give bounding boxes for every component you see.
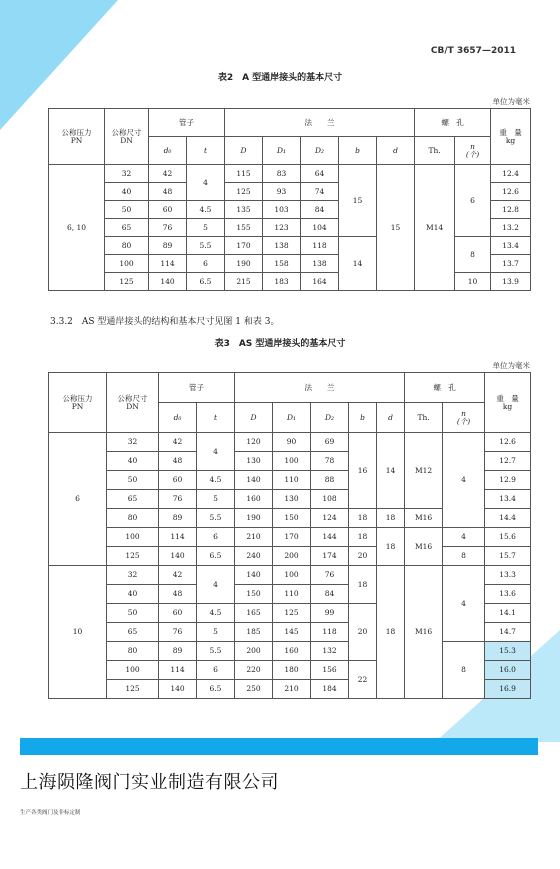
table3-cell-D2: 88 [311, 471, 349, 490]
table2-cell-D2: 138 [301, 255, 339, 273]
table3-cell-weight: 14.1 [485, 604, 531, 623]
table3 [48, 372, 531, 699]
table3-cell-D2: 174 [311, 547, 349, 566]
table3-cell-d0: 140 [159, 680, 197, 699]
table2-cell-t: 5 [187, 219, 225, 237]
table2-cell-pn: 6, 10 [49, 165, 105, 291]
table2-cell-D: 155 [225, 219, 263, 237]
table3-cell-D: 150 [235, 585, 273, 604]
table3-cell-D2: 108 [311, 490, 349, 509]
table3-sub-D2: D₂ [311, 403, 349, 433]
table3-cell-b: 22 [349, 661, 377, 699]
table3-cell-D1: 210 [273, 680, 311, 699]
table3-cell-D1: 170 [273, 528, 311, 547]
table2-cell-weight: 12.8 [491, 201, 531, 219]
table2-cell-n: 10 [455, 273, 491, 291]
table3-cell-d: 18 [377, 509, 405, 528]
table2-cell-dn: 125 [105, 273, 149, 291]
table3-cell-d0: 60 [159, 604, 197, 623]
table3-cell-d0: 89 [159, 509, 197, 528]
table3-cell-th: M16 [405, 566, 443, 699]
table2-cell-D1: 93 [263, 183, 301, 201]
table3-cell-t: 5 [197, 490, 235, 509]
table3-cell-n: 4 [443, 528, 485, 547]
table2-header-pn: 公称压力 PN [49, 109, 105, 165]
table3-cell-D1: 145 [273, 623, 311, 642]
table3-sub-n: n (个) [443, 403, 485, 433]
table3-cell-D: 190 [235, 509, 273, 528]
table3-cell-D1: 125 [273, 604, 311, 623]
table2-cell-D2: 64 [301, 165, 339, 183]
table3-cell-n: 8 [443, 642, 485, 699]
table2-sub-D: D [225, 137, 263, 165]
table2-cell-weight: 13.9 [491, 273, 531, 291]
table2-cell-D2: 84 [301, 201, 339, 219]
table2-cell-D: 135 [225, 201, 263, 219]
table3-cell-D: 160 [235, 490, 273, 509]
table2-cell-d0: 48 [149, 183, 187, 201]
table3-cell-D1: 160 [273, 642, 311, 661]
table2-sub-th: Th. [415, 137, 455, 165]
table3-cell-pn: 10 [49, 566, 107, 699]
table3-cell-D: 120 [235, 433, 273, 452]
table2-cell-D1: 138 [263, 237, 301, 255]
table2-cell-D1: 183 [263, 273, 301, 291]
table3-cell-D2: 76 [311, 566, 349, 585]
table3-cell-D: 240 [235, 547, 273, 566]
table2-cell-D: 170 [225, 237, 263, 255]
table3-cell-d: 18 [377, 566, 405, 699]
table3-cell-n: 8 [443, 547, 485, 566]
table3-cell-weight: 16.9 [485, 680, 531, 699]
table2-cell-b: 14 [339, 237, 377, 291]
table3-cell-t: 6.5 [197, 547, 235, 566]
table3-cell-weight: 14.4 [485, 509, 531, 528]
table2-header-weight: 重 量 kg [491, 109, 531, 165]
table3-cell-n: 4 [443, 566, 485, 642]
document-code: CB/T 3657—2011 [430, 46, 516, 56]
table2-cell-D: 115 [225, 165, 263, 183]
table2-cell-D1: 83 [263, 165, 301, 183]
table3-sub-d: d [377, 403, 405, 433]
table3-cell-dn: 100 [107, 661, 159, 680]
table3-cell-D2: 124 [311, 509, 349, 528]
table3-sub-d0: d₀ [159, 403, 197, 433]
table3-cell-D: 140 [235, 566, 273, 585]
table3-cell-b: 20 [349, 547, 377, 566]
table3-cell-D1: 200 [273, 547, 311, 566]
table2-sub-d0: d₀ [149, 137, 187, 165]
table2-title: 表2 A 型通岸接头的基本尺寸 [217, 73, 343, 83]
table2-cell-t: 4.5 [187, 201, 225, 219]
table2-cell-t: 4 [187, 165, 225, 201]
table2-header-flange: 法 兰 [225, 109, 415, 137]
table2-cell-b: 15 [339, 165, 377, 237]
table3-cell-D1: 180 [273, 661, 311, 680]
table3-cell-D1: 90 [273, 433, 311, 452]
table3-cell-dn: 80 [107, 509, 159, 528]
table3-sub-t: t [197, 403, 235, 433]
table3-cell-dn: 125 [107, 680, 159, 699]
table2-header-pipe: 管子 [149, 109, 225, 137]
table2-cell-D1: 158 [263, 255, 301, 273]
table3-cell-d0: 140 [159, 547, 197, 566]
company-name: 上海陨隆阀门实业制造有限公司 [20, 772, 279, 793]
table3-cell-d0: 48 [159, 452, 197, 471]
table2-cell-d0: 114 [149, 255, 187, 273]
table3-cell-weight: 15.7 [485, 547, 531, 566]
table3-cell-D2: 99 [311, 604, 349, 623]
table2-cell-t: 6 [187, 255, 225, 273]
table3-cell-b: 16 [349, 433, 377, 509]
table3-cell-weight: 15.3 [485, 642, 531, 661]
table2-cell-weight: 12.4 [491, 165, 531, 183]
table3-unit: 单位为毫米 [492, 361, 530, 370]
table3-cell-t: 5.5 [197, 509, 235, 528]
table3-cell-D: 130 [235, 452, 273, 471]
table3-cell-d0: 42 [159, 566, 197, 585]
table3-cell-dn: 65 [107, 490, 159, 509]
table3-cell-b: 20 [349, 604, 377, 661]
table3-cell-t: 4 [197, 566, 235, 604]
table2-cell-th: M14 [415, 165, 455, 291]
table2-header-bolt: 螺 孔 [415, 109, 491, 137]
table3-cell-weight: 12.7 [485, 452, 531, 471]
table3-cell-D1: 110 [273, 585, 311, 604]
table3-cell-t: 5 [197, 623, 235, 642]
table3-header-pn: 公称压力 PN [49, 373, 107, 433]
table2-cell-n: 6 [455, 165, 491, 237]
table3-header-dn: 公称尺寸 DN [107, 373, 159, 433]
table3-cell-dn: 80 [107, 642, 159, 661]
table2-unit: 单位为毫米 [492, 97, 530, 106]
table3-cell-d0: 60 [159, 471, 197, 490]
table3-cell-t: 6 [197, 528, 235, 547]
table2-cell-D2: 164 [301, 273, 339, 291]
table2-sub-D1: D₁ [263, 137, 301, 165]
table3-cell-dn: 100 [107, 528, 159, 547]
table3-cell-weight: 12.6 [485, 433, 531, 452]
table3-cell-D: 200 [235, 642, 273, 661]
table2-cell-d: 15 [377, 165, 415, 291]
table2-cell-d0: 42 [149, 165, 187, 183]
table3-cell-d0: 42 [159, 433, 197, 452]
table3-cell-d: 14 [377, 433, 405, 509]
table2-cell-D2: 118 [301, 237, 339, 255]
table2-cell-t: 6.5 [187, 273, 225, 291]
table2-cell-n: 8 [455, 237, 491, 273]
table3-cell-D2: 184 [311, 680, 349, 699]
table2-cell-D: 190 [225, 255, 263, 273]
table2-cell-d0: 140 [149, 273, 187, 291]
table3-cell-D1: 110 [273, 471, 311, 490]
table3-cell-th: M16 [405, 509, 443, 528]
table3-cell-dn: 50 [107, 604, 159, 623]
table3-cell-b: 18 [349, 566, 377, 604]
table3-cell-th: M16 [405, 528, 443, 566]
table3-cell-D1: 130 [273, 490, 311, 509]
table2-cell-dn: 40 [105, 183, 149, 201]
table3-sub-th: Th. [405, 403, 443, 433]
table3-cell-D: 185 [235, 623, 273, 642]
table3-cell-d0: 114 [159, 661, 197, 680]
table2-cell-d0: 76 [149, 219, 187, 237]
table3-cell-D1: 100 [273, 566, 311, 585]
table3-cell-weight: 16.0 [485, 661, 531, 680]
table2-cell-dn: 32 [105, 165, 149, 183]
table3-header-weight: 重 量 kg [485, 373, 531, 433]
table3-cell-d0: 114 [159, 528, 197, 547]
table3-cell-dn: 65 [107, 623, 159, 642]
table3-header-bolt: 螺 孔 [405, 373, 485, 403]
table3-cell-weight: 12.9 [485, 471, 531, 490]
table3-title: 表3 AS 型通岸接头的基本尺寸 [214, 339, 346, 349]
table3-sub-b: b [349, 403, 377, 433]
table3-cell-d: 18 [377, 528, 405, 566]
table2-cell-D1: 103 [263, 201, 301, 219]
table3-cell-dn: 32 [107, 566, 159, 585]
table2-cell-weight: 13.2 [491, 219, 531, 237]
table3-cell-D1: 100 [273, 452, 311, 471]
table3-cell-weight: 15.6 [485, 528, 531, 547]
table3-cell-D2: 156 [311, 661, 349, 680]
table3-cell-dn: 32 [107, 433, 159, 452]
table2-cell-d0: 60 [149, 201, 187, 219]
table2-header-dn: 公称尺寸 DN [105, 109, 149, 165]
table3-cell-D: 165 [235, 604, 273, 623]
table2-cell-dn: 80 [105, 237, 149, 255]
table3-cell-D: 250 [235, 680, 273, 699]
table3-cell-D1: 150 [273, 509, 311, 528]
table3-cell-d0: 76 [159, 490, 197, 509]
table3-cell-pn: 6 [49, 433, 107, 566]
table3-sub-D: D [235, 403, 273, 433]
section-paragraph: 3.3.2 AS 型通岸接头的结构和基本尺寸见图 1 和表 3。 [50, 317, 280, 327]
table2-cell-D: 125 [225, 183, 263, 201]
table3-cell-d0: 76 [159, 623, 197, 642]
table3-cell-D2: 144 [311, 528, 349, 547]
table2-sub-n: n (个) [455, 137, 491, 165]
table2-cell-D1: 123 [263, 219, 301, 237]
table2-sub-D2: D₂ [301, 137, 339, 165]
table3-cell-b: 18 [349, 528, 377, 547]
table3-cell-D2: 78 [311, 452, 349, 471]
table3-cell-t: 4 [197, 433, 235, 471]
table2-sub-b: b [339, 137, 377, 165]
table3-cell-dn: 40 [107, 585, 159, 604]
table3-cell-n: 4 [443, 433, 485, 528]
table3-cell-D: 210 [235, 528, 273, 547]
table3-cell-D: 140 [235, 471, 273, 490]
table2-cell-dn: 65 [105, 219, 149, 237]
table3-header-pipe: 管子 [159, 373, 235, 403]
table2-cell-dn: 50 [105, 201, 149, 219]
table3-cell-d0: 89 [159, 642, 197, 661]
table2-cell-weight: 13.4 [491, 237, 531, 255]
footer-band [20, 738, 538, 755]
table2-cell-weight: 13.7 [491, 255, 531, 273]
table3-cell-D2: 132 [311, 642, 349, 661]
table2-cell-D: 215 [225, 273, 263, 291]
table2-cell-D2: 74 [301, 183, 339, 201]
table3-cell-d0: 48 [159, 585, 197, 604]
table3-cell-dn: 50 [107, 471, 159, 490]
table2-cell-d0: 89 [149, 237, 187, 255]
table3-cell-weight: 13.3 [485, 566, 531, 585]
table3-cell-D: 220 [235, 661, 273, 680]
table3-cell-t: 5.5 [197, 642, 235, 661]
table3-cell-weight: 13.4 [485, 490, 531, 509]
table3-cell-b: 18 [349, 509, 377, 528]
table3-cell-t: 6 [197, 661, 235, 680]
table2-cell-D2: 104 [301, 219, 339, 237]
table3-cell-dn: 125 [107, 547, 159, 566]
table3-cell-weight: 13.6 [485, 585, 531, 604]
company-subtitle: 生产各类阀门及非标定制 [20, 810, 81, 816]
table2 [48, 108, 531, 291]
table3-header-flange: 法 兰 [235, 373, 405, 403]
table3-cell-t: 4.5 [197, 604, 235, 623]
table2-cell-weight: 12.6 [491, 183, 531, 201]
table2-sub-t: t [187, 137, 225, 165]
table2-cell-t: 5.5 [187, 237, 225, 255]
table3-cell-th: M12 [405, 433, 443, 509]
table3-cell-t: 4.5 [197, 471, 235, 490]
table2-sub-d: d [377, 137, 415, 165]
table3-cell-weight: 14.7 [485, 623, 531, 642]
table3-sub-D1: D₁ [273, 403, 311, 433]
table3-cell-t: 6.5 [197, 680, 235, 699]
table3-cell-D2: 84 [311, 585, 349, 604]
table3-cell-dn: 40 [107, 452, 159, 471]
table2-cell-dn: 100 [105, 255, 149, 273]
table3-cell-D2: 118 [311, 623, 349, 642]
table3-cell-D2: 69 [311, 433, 349, 452]
